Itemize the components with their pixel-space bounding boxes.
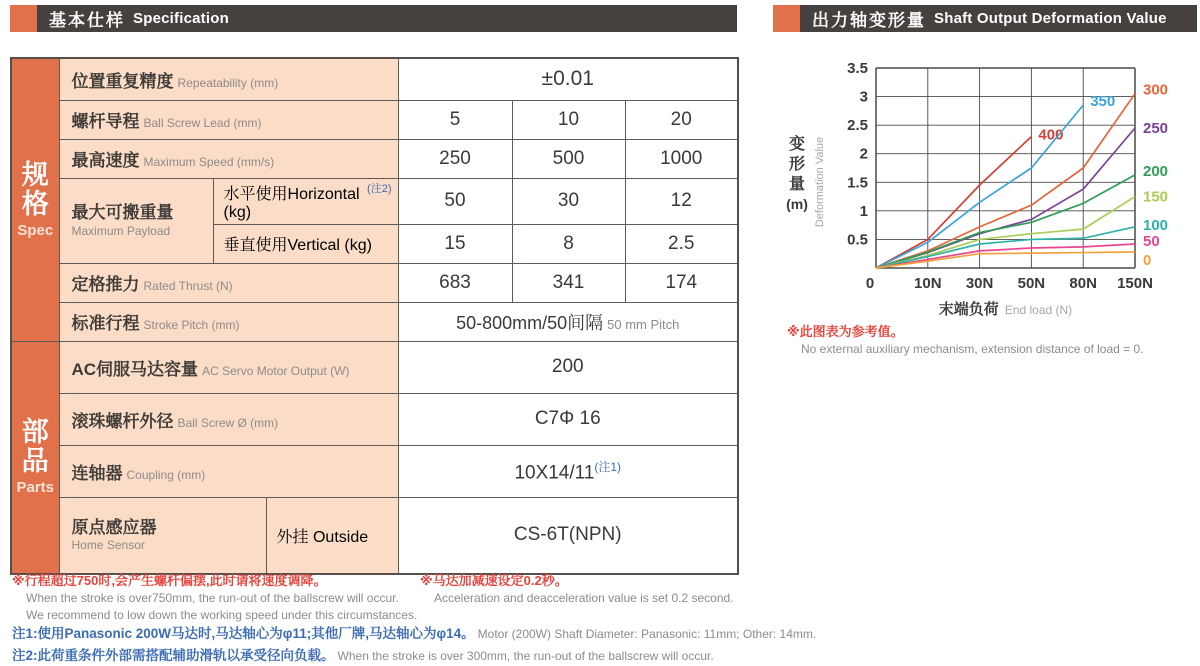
series-label-250: 250 [1143,120,1169,137]
row-label-ball-screw-od [59,393,398,445]
label-zh: 定格推力 [71,275,140,294]
series-label-300: 300 [1143,81,1169,99]
group-spec-zh [12,161,59,219]
group-header-spec [11,58,59,341]
chart-note-red: ※此图表为参考值。 [787,324,904,339]
section-title-zh: 出力轴变形量 [812,11,926,30]
label-zh: 垂直使用 [223,237,288,254]
cell-home-sensor-value: CS-6T(NPN) [398,497,738,574]
row-label-ball-screw-lead [59,100,398,139]
label-zh: 原点感应器 [71,518,157,538]
table-note-left [12,573,417,623]
row-label-servo-motor [59,341,398,393]
footnote-1-zh: 注1:使用Panasonic 200W马达时,马达轴心为φ11;其他厂牌,马达轴心为φ14。 [12,626,475,641]
y-tick-label: 1.5 [847,174,868,192]
cell-repeatability-value [398,58,738,100]
section-title-zh: 基本仕样 [49,11,125,30]
value-text: 10X14/11 [514,462,595,484]
orange-square-marker [773,5,800,32]
y-tick-label: 1 [859,202,868,220]
label-zh: 最大可搬重量 [71,203,174,223]
y-tick-label: 2 [859,145,868,163]
group-parts-en: Parts [16,479,55,497]
footnote-2-en: When the stroke is over 300mm, the run-out of the ballscrew will occur. [337,649,714,663]
x-tick-label: 30N [965,275,994,292]
label-en: Outside [312,528,369,546]
series-label-100: 100 [1143,216,1169,234]
table-row [11,58,738,100]
label-en: Rated Thrust (N) [143,279,233,293]
y-axis-title-zh: 量 [788,176,806,193]
label-en: Ball Screw Ø (mm) [177,415,279,430]
cell-vertical-1: 15 [398,224,512,263]
cell-motor-value: 200 [398,341,738,393]
series-label-200: 200 [1143,162,1169,180]
cell-screw-od-value: C7Φ 16 [398,393,738,445]
footnote-1-en: Motor (200W) Shaft Diameter: Panasonic: 11mm; Other: 14mm. [477,627,817,641]
group-header-parts [11,341,59,574]
table-row [11,100,738,139]
note-red-acceleration: ※马达加减速设定0.2秒。 [420,573,568,588]
value-subtext: 50 mm Pitch [607,316,680,332]
row-label-stroke-pitch [59,302,398,341]
row-label-home-sensor [59,497,266,574]
cell-speed-2: 500 [512,139,625,178]
cell-speed-3: 1000 [625,139,738,178]
note2-superscript: (注2) [367,182,392,195]
row-label-rated-thrust [59,263,398,302]
x-tick-label: 0 [865,275,875,292]
label-zh: AC伺服马达容量 [71,359,199,379]
table-row [11,178,738,224]
label-en: Vertical (kg) [287,237,372,254]
value-text: ±0.01 [541,67,594,91]
footnote-1 [12,622,816,643]
label-en: Home Sensor [71,538,145,553]
table-row [11,302,738,341]
cell-coupling-value [398,445,738,497]
cell-lead-10: 10 [512,100,625,139]
x-axis-title: 末端负荷 End load (N) [938,301,1073,318]
label-en: Horizontal (kg) [223,185,360,221]
x-tick-label: 150N [1117,275,1153,292]
note1-superscript: (注1) [594,459,622,474]
label-zh: 外挂 [276,528,309,546]
table-row [11,139,738,178]
label-en: AC Servo Motor Output (W) [202,363,350,378]
label-en: Maximum Speed (mm/s) [143,155,275,169]
x-tick-label: 50N [1017,275,1046,292]
cell-horizontal-1: 50 [398,178,512,224]
label-en: Ball Screw Lead (mm) [143,116,262,130]
cell-horizontal-2: 30 [512,178,625,224]
y-tick-label: 3.5 [847,60,868,77]
note-gray-acceleration: Acceleration and deacceleration value is set 0.2 second. [434,590,734,605]
cell-lead-5: 5 [398,100,512,139]
group-char: 规 [21,159,49,190]
label-zh: 螺杆导程 [71,112,140,131]
y-tick-label: 0.5 [847,231,868,249]
group-char: 格 [21,188,49,219]
x-tick-label: 10N [914,275,942,292]
cell-thrust-2: 341 [512,263,625,302]
series-label-400: 400 [1038,126,1064,144]
group-char: 部 [21,417,49,448]
cell-lead-20: 20 [625,100,738,139]
table-row [11,263,738,302]
value-text: 50-800mm/50间隔 [456,312,604,333]
series-label-0: 0 [1143,252,1152,269]
section-title-en: Shaft Output Deformation Value [934,10,1167,27]
row-label-coupling [59,445,398,497]
x-tick-label: 80N [1069,275,1097,292]
series-label-350: 350 [1090,93,1116,111]
section-title-en: Specification [133,10,229,27]
label-zh: 标准行程 [71,314,140,333]
cell-horizontal-3: 12 [625,178,738,224]
y-axis-title-en: Deformation Value [814,136,826,228]
note-red-stroke750: ※行程超过750时,会产生螺杆偏摆,此时请将速度调降。 [12,573,327,588]
cell-thrust-1: 683 [398,263,512,302]
table-row [11,393,738,445]
footnote-2-zh: 注2:此荷重条件外部需搭配辅助滑轨以承受径向负载。 [12,648,335,663]
cell-vertical-3: 2.5 [625,224,738,263]
label-zh: 连轴器 [71,463,123,483]
chart-notes [787,324,1144,358]
label-en: Maximum Payload [71,223,171,238]
y-axis-unit: (m) [786,196,808,212]
section-header-specification [10,5,737,32]
label-zh: 位置重复精度 [71,71,174,91]
series-label-150: 150 [1143,188,1169,206]
cell-vertical-2: 8 [512,224,625,263]
label-zh: 滚珠螺杆外径 [71,411,174,431]
label-en: Repeatability (mm) [177,75,279,90]
y-axis-title-zh: 变 [788,136,806,153]
row-label-repeatability [59,58,398,100]
section-header-deformation [773,5,1197,32]
orange-square-marker [10,5,37,32]
section-header-bar [800,5,1197,32]
label-en: Stroke Pitch (mm) [143,318,240,332]
row-label-max-speed [59,139,398,178]
table-row [11,445,738,497]
note-gray-recommend: We recommend to low down the working speed under this circumstances. [26,607,418,622]
series-label-50: 50 [1143,233,1160,250]
note-gray-runout: When the stroke is over750mm, the run-out of the ballscrew will occur. [26,590,399,605]
row-label-horizontal [213,178,398,224]
footnote-2 [12,644,714,665]
group-parts-zh [12,418,59,476]
cell-speed-1: 250 [398,139,512,178]
group-spec-en: Spec [17,221,54,239]
table-row [11,497,738,574]
row-label-outside [266,497,398,574]
y-tick-label: 3 [859,88,868,106]
label-zh: 最高速度 [71,151,140,170]
specification-table [10,57,739,575]
row-label-max-payload [59,178,213,263]
cell-stroke-value [398,302,738,341]
deformation-chart-svg [775,57,1200,319]
cell-thrust-3: 174 [625,263,738,302]
label-zh: 水平使用 [223,185,288,203]
table-row [11,341,738,393]
row-label-vertical [213,224,398,263]
deformation-chart [775,57,1200,319]
group-char: 品 [21,446,49,477]
y-axis-title-zh: 形 [788,156,806,173]
label-en: Coupling (mm) [126,467,206,482]
table-note-right [420,573,734,607]
section-header-bar [37,5,737,32]
chart-note-gray: No external auxiliary mechanism, extension distance of load = 0. [801,341,1144,356]
y-tick-label: 2.5 [847,117,868,135]
